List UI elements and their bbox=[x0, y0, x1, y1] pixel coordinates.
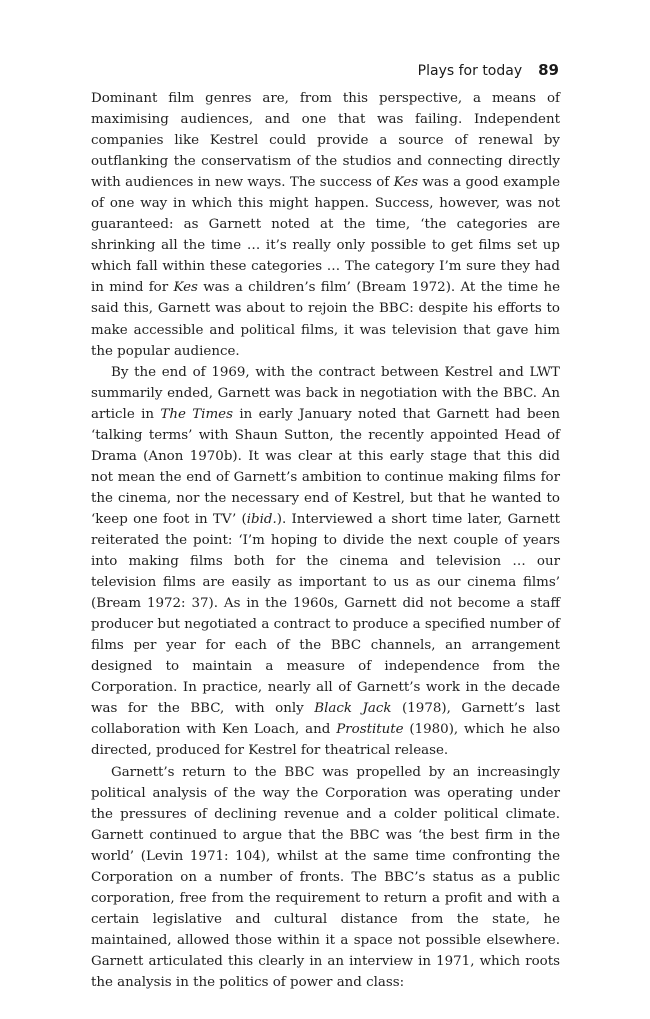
italic-title: The Times bbox=[160, 406, 233, 422]
text-run: Garnett’s return to the BBC was propelled by an increasingly political analysis of the way the Corporation was operating under the pressures of declining revenue and a colder political climate. Garnett continued to argue that the BBC was ‘the best firm in the world’ (Levin 1971: 104), whilst at the same time confronting the Corporation on a number of fronts. The BBC’s status as a public corporation, free from the requirement to return a profit and with a certain legislative and cultural distance from the state, he maintained, allowed those within it a space not possible elsewhere. Garnett articulated this clearly in an interview in 1971, which roots the analysis in the politics of power and class: bbox=[91, 764, 560, 990]
italic-title: Black Jack bbox=[314, 701, 392, 717]
italic-title: Kes bbox=[173, 280, 198, 296]
italic-title: Kes bbox=[393, 175, 419, 191]
running-head bbox=[418, 60, 559, 81]
running-head-title: Plays for today bbox=[417, 63, 523, 79]
text-run: By the end of 1969, with the contract between Kestrel and LWT summarily ended, Garnett was back in negotiation with the BBC. An article in bbox=[91, 364, 560, 422]
text-run: was a children’s film’ (Bream 1972). At the time he said this, Garnett was about to rejoin the BBC: despite his efforts to make accessible and political films, it was television that gave him the popular audience. bbox=[91, 280, 560, 359]
text-run: (1978), Garnett’s last collaboration with Ken Loach, and bbox=[91, 701, 560, 738]
italic-title: Prostitute bbox=[336, 722, 404, 738]
text-run: Dominant film genres are, from this perspective, a means of maximising audiences, and one that was failing. Independent companies like Kestrel could provide a source of renewal by outflanking the conservatism of the studios and connecting directly with audiences in new ways. The success of bbox=[91, 91, 560, 191]
paragraph bbox=[91, 88, 560, 362]
paragraph bbox=[91, 762, 560, 994]
body-text bbox=[91, 88, 560, 993]
paragraph bbox=[91, 362, 560, 762]
text-run: in early January noted that Garnett had been ‘talking terms’ with Shaun Sutton, the recently appointed Head of Drama (Anon 1970b). It was clear at this early stage that this did not mean the end of Garnett’s ambition to continue making films for the cinema, nor the necessary end of Kestrel, but that he wanted to ‘keep one foot in TV’ ( bbox=[91, 406, 560, 527]
page-number: 89 bbox=[538, 61, 559, 79]
italic-ref: ibid. bbox=[246, 511, 277, 527]
text-run: (1980), which he also directed, produced for Kestrel for theatrical release. bbox=[91, 722, 560, 759]
text-run: was a good example of one way in which this might happen. Success, however, was not guaranteed: as Garnett noted at the time, ‘the categories are shrinking all the time … it’s really only possible to get films set up which fall within these categories … The category I’m sure they had in mind for bbox=[91, 175, 561, 296]
text-run: ). Interviewed a short time later, Garnett reiterated the point: ‘I’m hoping to divide the next couple of years into making films both for the cinema and television … our television films are easily as important to us as our cinema films’ (Bream 1972: 37). As in the 1960s, Garnett did not become a staff producer but negotiated a contract to produce a specified number of films per year for each of the BBC channels, an arrangement designed to maintain a measure of independence from the Corporation. In practice, nearly all of Garnett’s work in the decade was for the BBC, with only bbox=[91, 511, 560, 717]
